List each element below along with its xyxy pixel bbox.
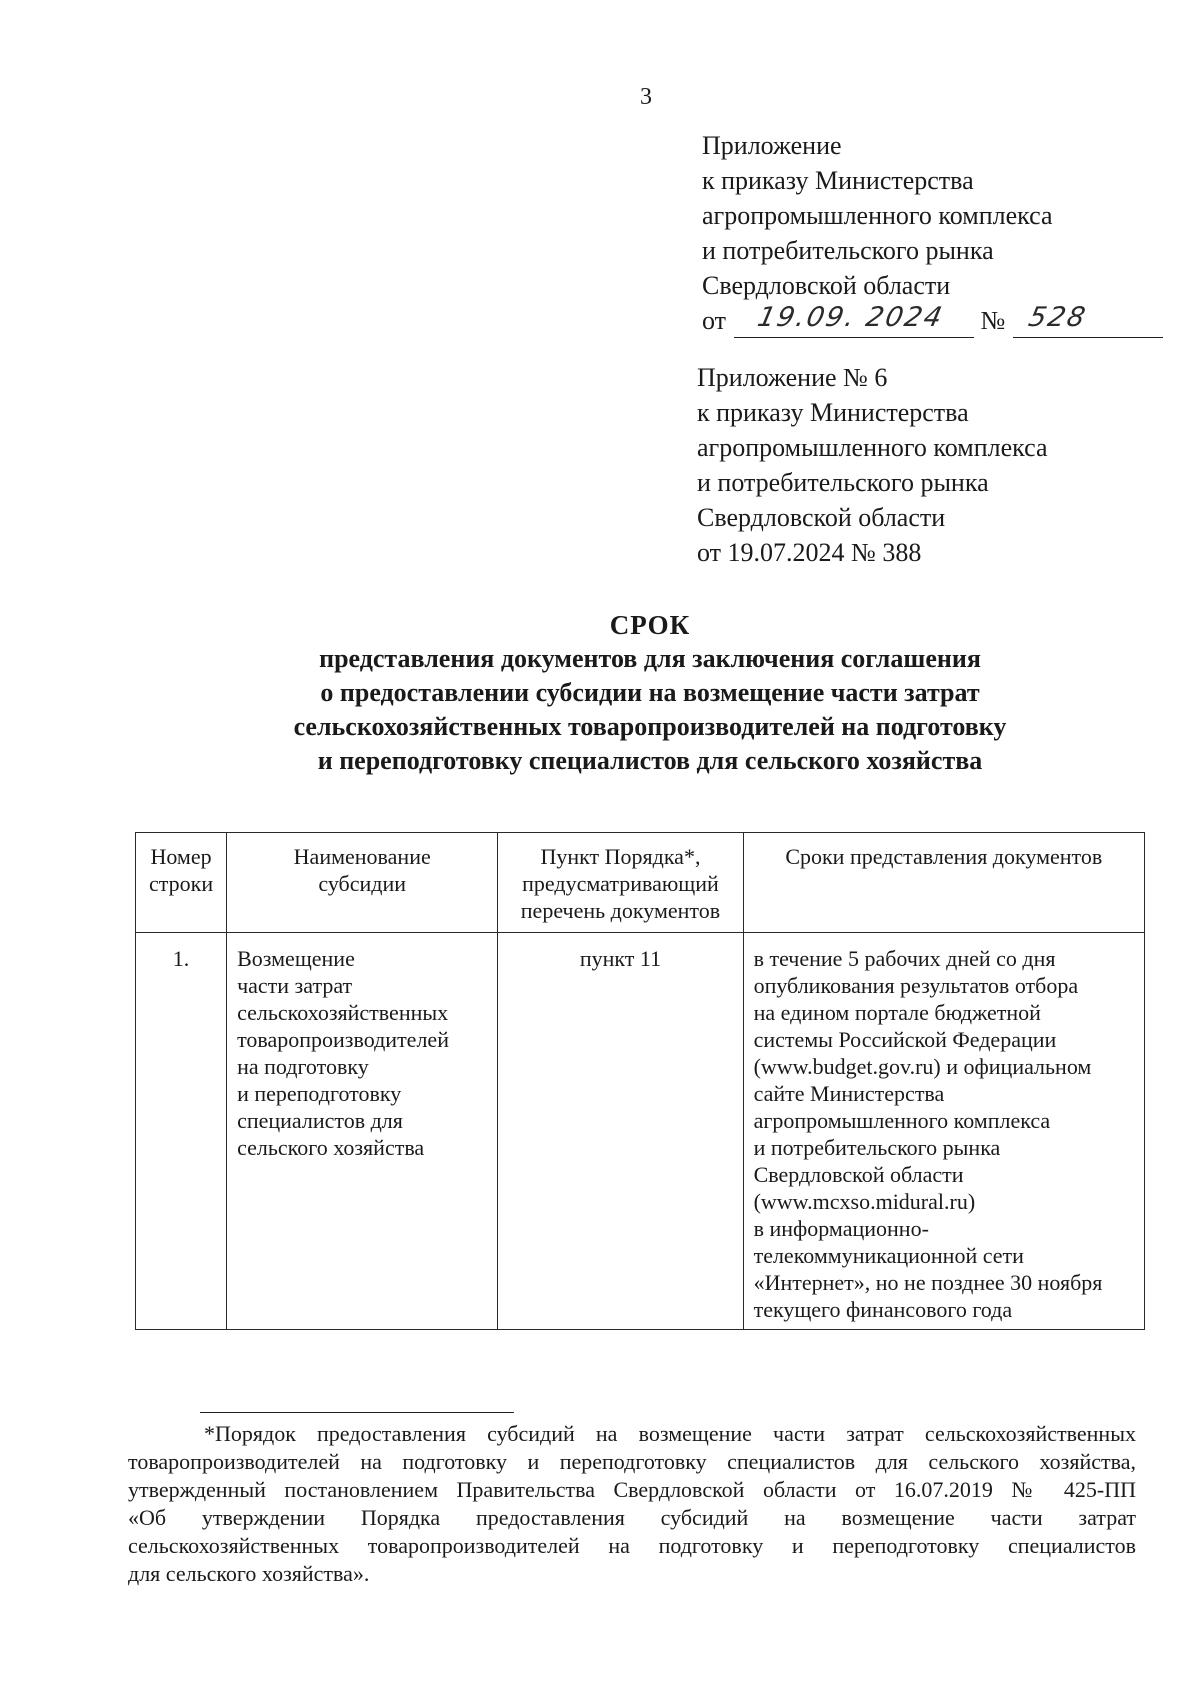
- annex-six-line: Свердловской области: [697, 503, 946, 532]
- number-prefix: №: [980, 306, 1006, 335]
- footnote-line: «Об утверждении Порядка предоставления субсидий на возмещение части затрат: [128, 1505, 1136, 1530]
- annex-six-header: [697, 360, 1048, 570]
- header-text: Сроки представления документов: [785, 844, 1103, 869]
- cell-deadline: [743, 933, 1144, 1330]
- annex-six-line: и потребительского рынка: [697, 468, 989, 497]
- header-text: Наименование: [293, 844, 431, 869]
- handwritten-date: 19.09. 2024: [754, 302, 947, 333]
- cell-line: в информационно-: [753, 1216, 929, 1241]
- cell-line: сайте Министерства: [753, 1081, 945, 1106]
- cell-row-number: 1.: [136, 933, 227, 1330]
- cell-line: (www.budget.gov.ru) и официальном: [753, 1054, 1092, 1079]
- cell-line: агропромышленного комплекса: [753, 1108, 1051, 1133]
- annex-six-line: Приложение № 6: [697, 363, 888, 392]
- header-row-number: [136, 833, 227, 933]
- cell-line: специалистов для: [237, 1108, 403, 1133]
- header-text: Номер: [150, 844, 212, 869]
- annex-six-line: к приказу Министерства: [697, 398, 969, 427]
- page-number: 3: [640, 84, 652, 110]
- deadline-table: [135, 832, 1145, 1330]
- annex-main-header: [702, 128, 1163, 338]
- cell-line: сельского хозяйства: [237, 1135, 425, 1160]
- header-text: субсидии: [318, 871, 407, 896]
- footnote-line: утвержденный постановлением Правительства Свердловской области от 16.07.2019 № 425-ПП: [128, 1477, 1136, 1502]
- table-row: [136, 933, 1145, 1330]
- annex-main-line: агропромышленного комплекса: [702, 201, 1053, 230]
- footnote-divider: [200, 1412, 514, 1413]
- cell-line: системы Российской Федерации: [753, 1027, 1057, 1052]
- footnote: [128, 1420, 1136, 1588]
- title-line: и переподготовку специалистов для сельского хозяйства: [317, 746, 983, 775]
- cell-line: текущего финансового года: [753, 1297, 1013, 1322]
- annex-six-line: агропромышленного комплекса: [697, 433, 1048, 462]
- annex-six-line: от 19.07.2024 № 388: [697, 538, 922, 567]
- header-procedure-item: [498, 833, 743, 933]
- cell-line: телекоммуникационной сети: [753, 1243, 1024, 1268]
- cell-line: «Интернет», но не позднее 30 ноября: [753, 1270, 1103, 1295]
- cell-line: (www.mcxso.midural.ru): [753, 1189, 976, 1214]
- header-text: предусматривающий: [522, 871, 719, 896]
- cell-procedure-item: пункт 11: [498, 933, 743, 1330]
- header-subsidy-name: [227, 833, 498, 933]
- cell-line: в течение 5 рабочих дней со дня: [753, 946, 1056, 971]
- annex-main-line: к приказу Министерства: [702, 166, 974, 195]
- header-text: строки: [148, 871, 214, 896]
- footnote-line: сельскохозяйственных товаропроизводителей на подготовку и переподготовку специалистов: [128, 1533, 1136, 1558]
- header-deadlines: [743, 833, 1144, 933]
- footnote-line: *Порядок предоставления субсидий на возмещение части затрат сельскохозяйственных: [204, 1421, 1136, 1446]
- cell-line: части затрат: [237, 973, 353, 998]
- number-blank: [1013, 302, 1163, 338]
- title-line: сельскохозяйственных товаропроизводителей на подготовку: [293, 712, 1007, 741]
- title-line: представления документов для заключения соглашения: [319, 644, 981, 673]
- footnote-line: товаропроизводителей на подготовку и переподготовку специалистов для сельского хозяйства,: [128, 1449, 1136, 1474]
- annex-main-date-line: [702, 303, 1163, 338]
- cell-line: сельскохозяйственных: [237, 1000, 449, 1025]
- header-text: перечень документов: [520, 898, 721, 923]
- title-heading: СРОК: [609, 610, 691, 640]
- cell-line: на подготовку: [237, 1054, 369, 1079]
- header-text: Пункт Порядка*,: [540, 844, 701, 869]
- cell-line: опубликования результатов отбора: [753, 973, 1079, 998]
- annex-main-line: Приложение: [702, 131, 842, 160]
- footnote-line: для сельского хозяйства».: [128, 1561, 370, 1586]
- cell-line: товаропроизводителей: [237, 1027, 449, 1052]
- cell-line: и потребительского рынка: [753, 1135, 1001, 1160]
- date-prefix: от: [702, 306, 727, 335]
- date-blank: [734, 302, 974, 338]
- cell-subsidy-name: [227, 933, 498, 1330]
- table-header-row: [136, 833, 1145, 933]
- cell-line: и переподготовку: [237, 1081, 402, 1106]
- annex-main-line: и потребительского рынка: [702, 236, 994, 265]
- cell-line: на едином портале бюджетной: [753, 1000, 1041, 1025]
- cell-line: Свердловской области: [753, 1162, 964, 1187]
- cell-line: Возмещение: [237, 946, 355, 971]
- handwritten-number: 528: [1026, 302, 1091, 333]
- document-title: [0, 608, 1200, 778]
- annex-main-line: Свердловской области: [702, 271, 951, 300]
- title-line: о предоставлении субсидии на возмещение части затрат: [320, 678, 980, 707]
